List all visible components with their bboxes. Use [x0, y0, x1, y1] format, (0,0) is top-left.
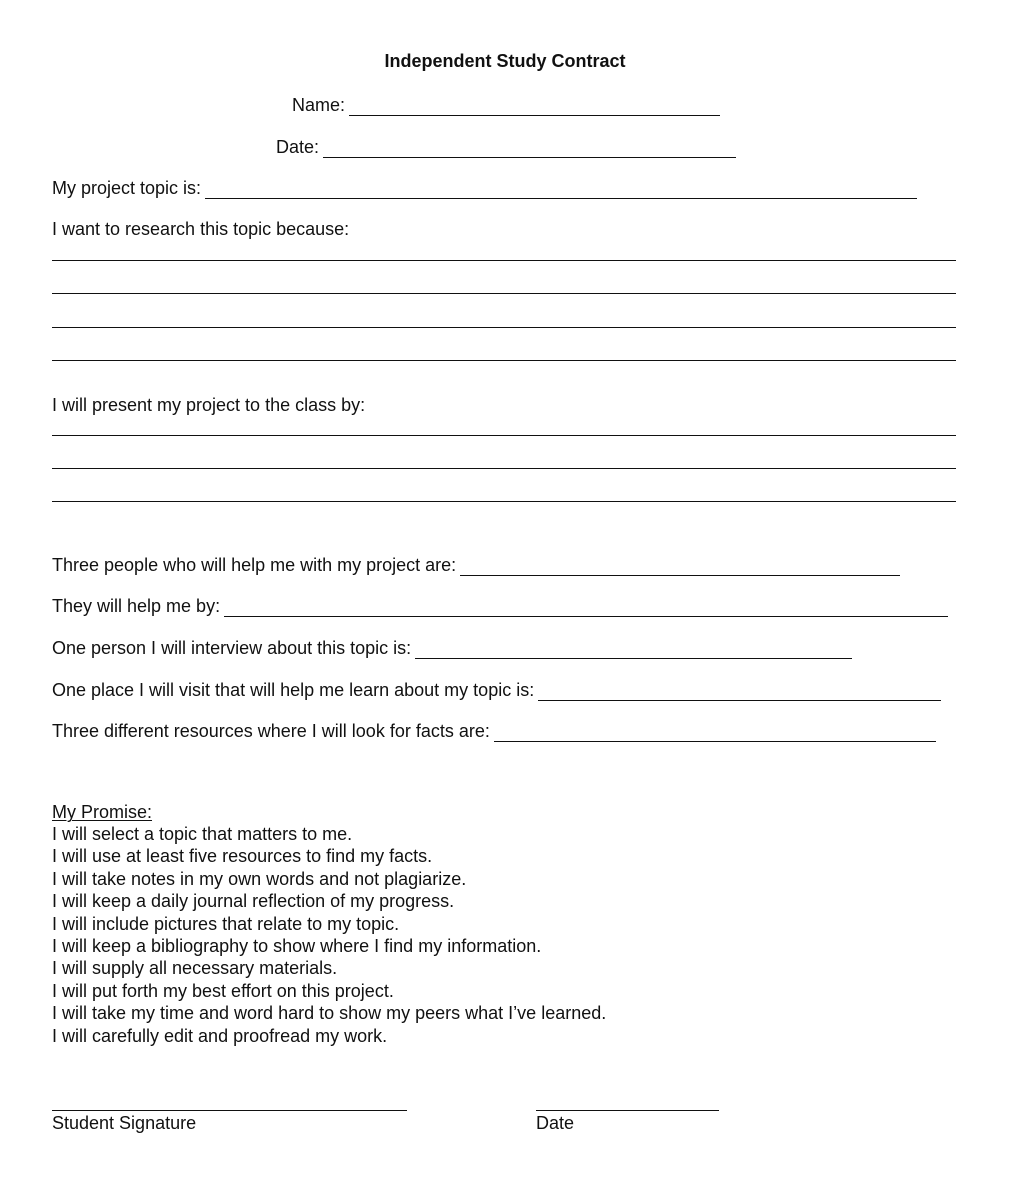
research-answer-line[interactable] [52, 293, 956, 294]
date-blank-line[interactable] [323, 140, 736, 158]
research-answer-line[interactable] [52, 327, 956, 328]
helpers-field[interactable] [52, 554, 900, 576]
promise-item: I will carefully edit and proofread my work. [52, 1025, 388, 1046]
name-field[interactable] [292, 94, 720, 116]
student-signature-label: Student Signature [52, 1113, 197, 1133]
promise-item: I will take notes in my own words and not plagiarize. [52, 868, 467, 889]
present-answer-line[interactable] [52, 468, 956, 469]
resources-blank-line[interactable] [494, 724, 936, 742]
help-by-field[interactable] [52, 595, 948, 617]
date-label: Date: [276, 137, 320, 157]
name-blank-line[interactable] [349, 98, 720, 116]
visit-field[interactable] [52, 679, 941, 701]
resources-field[interactable] [52, 720, 936, 742]
promise-item: I will include pictures that relate to my topic. [52, 913, 400, 934]
interview-blank-line[interactable] [415, 641, 852, 659]
topic-field[interactable] [52, 177, 917, 199]
date-field[interactable] [276, 136, 736, 158]
promise-item: I will put forth my best effort on this project. [52, 980, 394, 1001]
signature-date-line[interactable] [536, 1110, 719, 1111]
name-label: Name: [292, 95, 346, 115]
present-answer-line[interactable] [52, 501, 956, 502]
visit-label: One place I will visit that will help me learn about my topic is: [52, 680, 535, 700]
signature-date-label: Date [536, 1113, 575, 1133]
resources-label: Three different resources where I will look for facts are: [52, 721, 490, 741]
topic-label: My project topic is: [52, 178, 202, 198]
help-by-blank-line[interactable] [224, 599, 948, 617]
promise-item: I will use at least five resources to find my facts. [52, 846, 433, 867]
help-by-label: They will help me by: [52, 596, 221, 616]
visit-blank-line[interactable] [538, 683, 941, 701]
promise-list [52, 823, 606, 1047]
student-signature-line[interactable] [52, 1110, 407, 1111]
helpers-label: Three people who will help me with my project are: [52, 555, 457, 575]
helpers-blank-line[interactable] [460, 558, 900, 576]
present-answer-line[interactable] [52, 435, 956, 436]
research-answer-line[interactable] [52, 360, 956, 361]
promise-item: I will take my time and word hard to show my peers what I’ve learned. [52, 1003, 607, 1024]
promise-item: I will supply all necessary materials. [52, 958, 338, 979]
promise-item: I will keep a bibliography to show where I find my information. [52, 936, 542, 957]
promise-item: I will keep a daily journal reflection of my progress. [52, 891, 455, 912]
research-answer-line[interactable] [52, 260, 956, 261]
present-label: I will present my project to the class by: [52, 395, 366, 415]
research-label: I want to research this topic because: [52, 219, 350, 239]
interview-label: One person I will interview about this topic is: [52, 638, 412, 658]
promise-item: I will select a topic that matters to me. [52, 824, 353, 844]
topic-blank-line[interactable] [205, 181, 917, 199]
page-title: Independent Study Contract [384, 51, 626, 71]
interview-field[interactable] [52, 637, 852, 659]
promise-heading: My Promise: [52, 802, 153, 822]
